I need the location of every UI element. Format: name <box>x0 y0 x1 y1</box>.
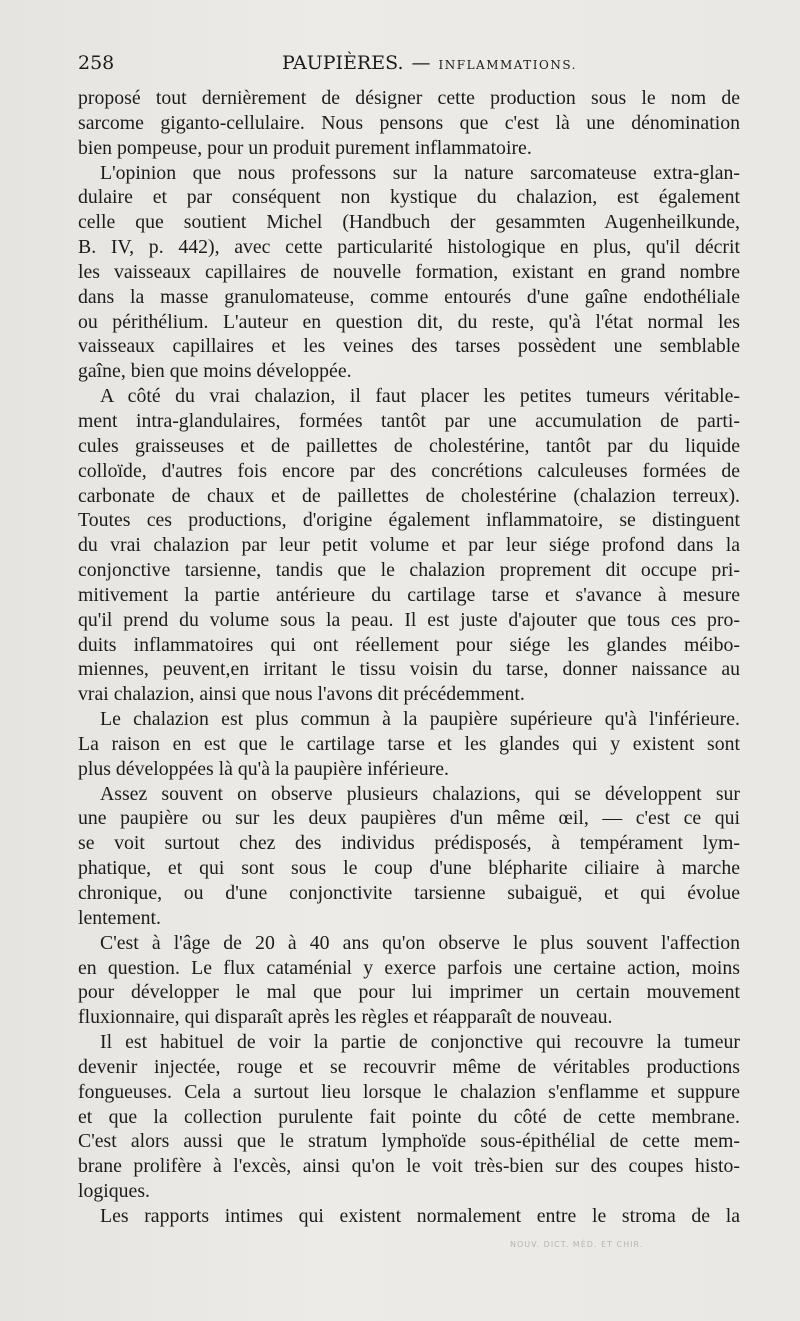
text-line: lentement. <box>78 906 161 929</box>
running-head-subtitle: INFLAMMATIONS. <box>438 58 577 72</box>
text-line: Les rapports intimes qui existent normalement entre le stroma de la <box>100 1204 740 1227</box>
text-line: brane prolifère à l'excès, ainsi qu'on le voit très-bien sur des coupes histo- <box>78 1155 740 1178</box>
text-line: conjonctive tarsienne, tandis que le chalazion proprement dit occupe pri- <box>78 559 740 582</box>
text-line: fluxionnaire, qui disparaît après les règles et réapparaît de nouveau. <box>78 1006 613 1029</box>
text-line: une paupière ou sur les deux paupières d'un même œil, — c'est ce qui <box>78 807 740 830</box>
text-line: bien pompeuse, pour un produit purement inflammatoire. <box>78 136 532 159</box>
text-line: et que la collection purulente fait pointe du côté de cette membrane. <box>78 1105 740 1128</box>
text-line: se voit surtout chez des individus prédisposés, à tempérament lym- <box>78 832 740 855</box>
text-line: cules graisseuses et de paillettes de cholestérine, tantôt par du liquide <box>78 434 740 457</box>
text-line: les vaisseaux capillaires de nouvelle formation, existant en grand nombre <box>78 260 740 283</box>
text-line: dans la masse granulomateuse, comme entourés d'une gaîne endothéliale <box>78 285 740 308</box>
text-line: B. IV, p. 442), avec cette particularité histologique en plus, qu'il décrit <box>78 236 740 259</box>
page-header <box>78 52 740 82</box>
text-line: Assez souvent on observe plusieurs chalazions, qui se développent sur <box>100 782 740 805</box>
running-head <box>282 52 577 74</box>
text-line: pour développer le mal que pour lui imprimer un certain mouvement <box>78 981 740 1004</box>
text-line: vaisseaux capillaires et les veines des tarses possèdent une semblable <box>78 335 740 358</box>
text-line: plus développées là qu'à la paupière inférieure. <box>78 757 450 780</box>
text-line: celle que soutient Michel (Handbuch der gesammten Augenheilkunde, <box>78 211 740 234</box>
text-line: chronique, ou d'une conjonctivite tarsienne subaiguë, et qui évolue <box>78 882 740 904</box>
text-line: en question. Le flux cataménial y exerce parfois une certaine action, moins <box>78 956 740 979</box>
text-line: A côté du vrai chalazion, il faut placer les petites tumeurs véritable- <box>100 385 740 408</box>
text-line: fongueuses. Cela a surtout lieu lorsque le chalazion s'enflamme et suppure <box>78 1080 740 1103</box>
running-head-title: PAUPIÈRES. <box>282 52 404 74</box>
text-line: phatique, et qui sont sous le coup d'une blépharite ciliaire à marche <box>78 857 740 880</box>
text-line: Toutes ces productions, d'origine également inflammatoire, se distinguent <box>78 509 740 532</box>
text-line: Le chalazion est plus commun à la paupière supérieure qu'à l'inférieure. <box>100 708 740 731</box>
text-line: vrai chalazion, ainsi que nous l'avons dit précédemment. <box>78 683 525 706</box>
text-line: ou périthélium. L'auteur en question dit, du reste, qu'à l'état normal les <box>78 310 740 333</box>
text-line: L'opinion que nous professons sur la nature sarcomateuse extra-glan- <box>100 161 740 184</box>
text-line: gaîne, bien que moins développée. <box>78 360 352 383</box>
text-line: colloïde, d'autres fois encore par des concrétions calculeuses formées de <box>78 459 740 482</box>
page-number: 258 <box>78 52 115 74</box>
text-line: miennes, peuvent,en irritant le tissu voisin du tarse, donner naissance au <box>78 658 740 681</box>
text-line: duits inflammatoires qui ont réellement pour siége les glandes méibo- <box>78 633 740 656</box>
text-line: dulaire et par conséquent non kystique du chalazion, est également <box>78 186 740 209</box>
text-line: du vrai chalazion par leur petit volume et par leur siége profond dans la <box>78 534 740 557</box>
text-line: La raison en est que le cartilage tarse et les glandes qui y existent sont <box>78 732 740 755</box>
text-line: proposé tout dernièrement de désigner cette production sous le nom de <box>78 87 740 109</box>
body-text <box>78 86 740 1229</box>
page-footer-signature: NOUV. DICT. MÉD. ET CHIR. <box>510 1240 644 1249</box>
text-line: qu'il prend du volume sous la peau. Il est juste d'ajouter que tous ces pro- <box>78 608 740 631</box>
text-line: logiques. <box>78 1180 150 1203</box>
running-head-dash: — <box>411 52 431 74</box>
text-line: Il est habituel de voir la partie de conjonctive qui recouvre la tumeur <box>100 1031 740 1054</box>
text-line: sarcome giganto-cellulaire. Nous pensons que c'est là une dénomination <box>78 111 740 134</box>
text-line: C'est à l'âge de 20 à 40 ans qu'on observe le plus souvent l'affection <box>100 931 740 954</box>
text-line: carbonate de chaux et de paillettes de cholestérine (chalazion terreux). <box>78 484 740 507</box>
text-line: C'est alors aussi que le stratum lymphoïde sous-épithélial de cette mem- <box>78 1130 740 1153</box>
text-line: devenir injectée, rouge et se recouvrir même de véritables productions <box>78 1055 740 1078</box>
text-line: ment intra-glandulaires, formées tantôt par une accumulation de parti- <box>78 409 740 432</box>
text-line: mitivement la partie antérieure du cartilage tarse et s'avance à mesure <box>78 583 740 606</box>
